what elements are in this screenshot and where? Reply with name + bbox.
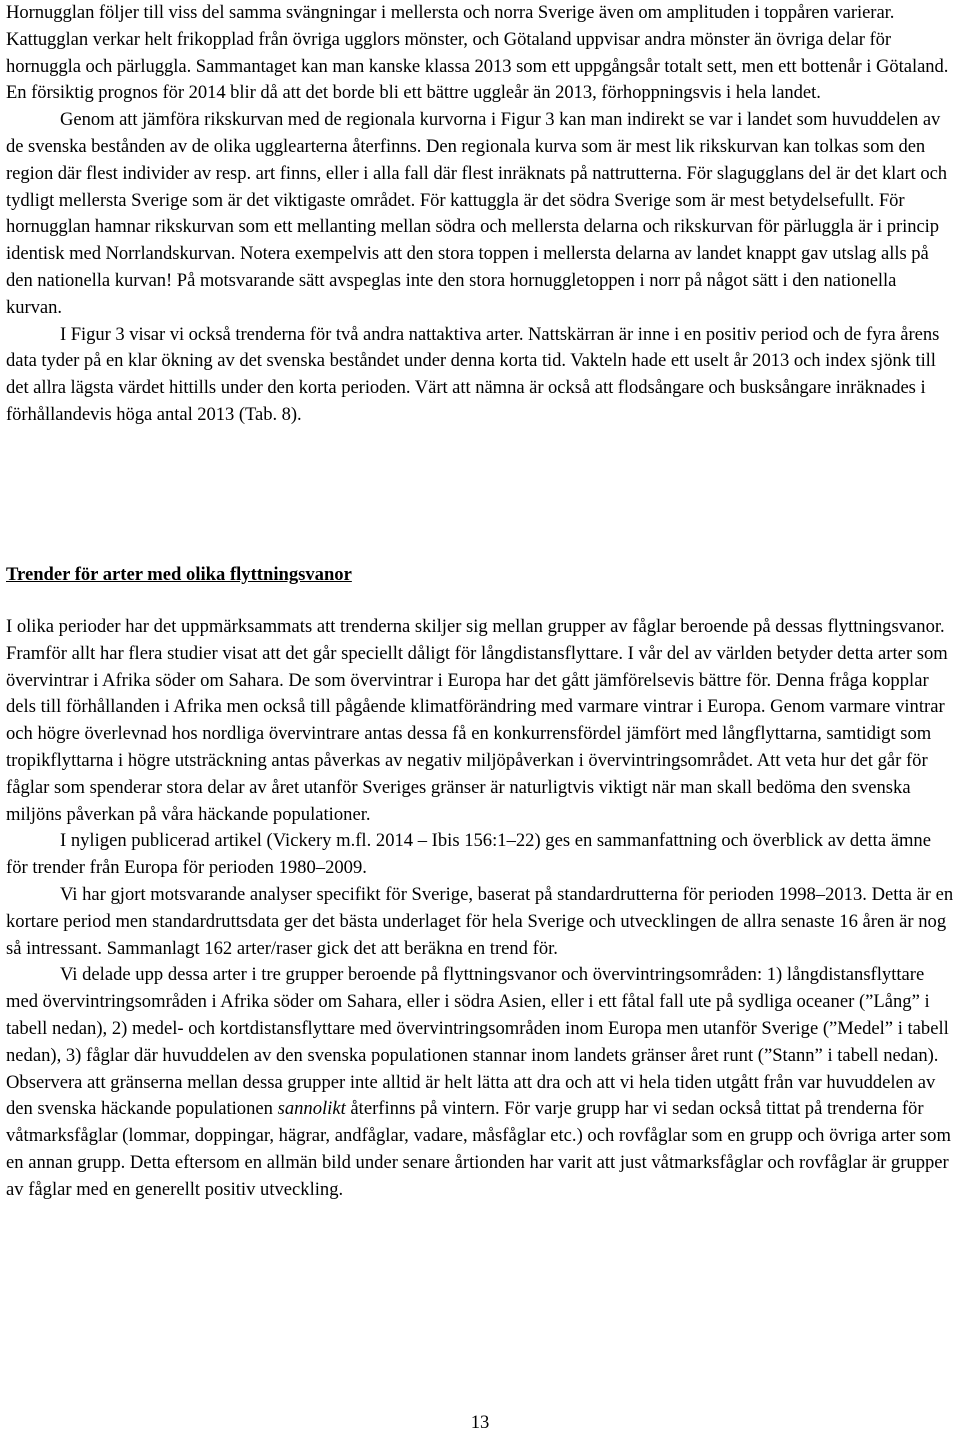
groups-text-part-1: Vi delade upp dessa arter i tre grupper beroende på flyttningsvanor och övervintringsområden: 1) långdistansflyttare med övervintringsområden i Afrika söder om Sahara, eller i södra Asien, eller i ett fåtal fall ute på sydliga oceaner (”Lång” i tabell nedan), 2) medel- och kortdistansflyttare med övervintringsområden inom Europa men utanför Sverige (”Medel” i tabell nedan), 3) fåglar där huvuddelen av den svenska populationen stannar inom landets gränser året runt (”Stann” i tabell nedan). Observera att gränserna mellan dessa grupper inte alltid är helt lätta att dra och att vi hela tiden utgått från var huvuddelen av den svenska häckande populationen <box>6 964 949 1120</box>
paragraph-vickery-reference: I nyligen publicerad artikel (Vickery m.fl. 2014 – Ibis 156:1–22) ges en sammanfattning och överblick av detta ämne för trender från Europa för perioden 1980–2009. <box>6 830 931 879</box>
groups-text-part-2: återfinns på vintern. För varje grupp har vi sedan också tittat på trenderna för våtmarksfåglar (lommar, doppingar, hägrar, andfåglar, vadare, måsfåglar etc.) och rovfåglar som en grupp och övriga arter som en annan grupp. Detta eftersom en allmän bild under senare årtionden har varit att just våtmarksfåglar och rovfåglar är grupper av fåglar med en generellt positiv utveckling. <box>6 1098 951 1200</box>
paragraph-national-curve: Genom att jämföra rikskurvan med de regionala kurvorna i Figur 3 kan man indirekt se var i landet som huvuddelen av de svenska bestånden av de olika ugglearterna återfinns. Den regionala kurva som är mest lik rikskurvan kan tolkas som den region där flest individer av resp. art finns, eller i alla fall där flest inräknats på nattrutterna. För slagugglans del är det klart och tydligt mellersta Sverige som är det viktigaste området. För kattuggla är det södra Sverige som är mest betydelsefullt. För hornugglan hamnar rikskurvan som ett mellanting mellan södra och mellersta delarna och rikskurvan för pärluggla är i princip identisk med Norrlandskurvan. Notera exempelvis att den stora toppen i mellersta delarna av landet knappt gav utslag alls på den nationella kurvan! På motsvarande sätt avspeglas inte den stora hornuggletoppen i norr på något sätt i den nationella kurvan. <box>6 109 948 318</box>
top-text-block <box>6 0 956 429</box>
paragraph-nocturnal-species: I Figur 3 visar vi också trenderna för två andra nattaktiva arter. Nattskärran är inne i en positiv period och de fyra årens data tyder på en klar ökning av det svenska beståndet under denna korta tid. Vakteln hade ett uselt år 2013 och index sjönk till det allra lägsta värdet hittills under den korta perioden. Värt att nämna är också att flodsångare och busksångare inräknades i förhållandevis höga antal 2013 (Tab. 8). <box>6 323 940 425</box>
paragraph-migration-intro: I olika perioder har det uppmärksammats att trenderna skiljer sig mellan grupper av fåglar beroende på dessas flyttningsvanor. Framför allt har flera studier visat att det går speciellt dåligt för långdistansflyttare. I vår del av världen betyder detta arter som övervintrar i Afrika söder om Sahara. De som övervintrar i Europa har det gått jämförelsevis bättre för. Denna fråga kopplar dels till förhållanden i Afrika men också till pågående klimatförändring med varmare vintrar i Europa. Genom varmare vintrar och högre överlevnad hos nordliga övervintrare antas dessa få en konkurrensfördel jämfört med långflyttarna, samtidigt som tropikflyttarna i högre utsträckning antas påverkas av negativ miljöpåverkan i övervintringsområdet. Att veta hur det går för fåglar som spenderar stora delar av året utanför Sveriges gränser är naturligtvis viktigt när man skall bedöma den svenska miljöns påverkan på våra häckande populationer. <box>6 616 948 825</box>
groups-text-italic: sannolikt <box>277 1098 346 1120</box>
page-number: 13 <box>470 1412 490 1433</box>
paragraph-swedish-analysis: Vi har gjort motsvarande analyser specifikt för Sverige, baserat på standardrutterna för perioden 1998–2013. Detta är en kortare period men standardruttsdata ger det bästa underlaget för hela Sverige och utvecklingen de allra senaste 16 åren är nog så intressant. Sammanlagt 162 arter/raser gick det att beräkna en trend för. <box>6 883 954 959</box>
bottom-text-block <box>6 614 956 1204</box>
section-heading: Trender för arter med olika flyttningsvanor <box>6 564 352 585</box>
paragraph-migration-groups <box>6 962 956 1203</box>
paragraph-owl-cycles: Hornugglan följer till viss del samma svängningar i mellersta och norra Sverige även om amplituden i toppåren varierar. Kattugglan verkar helt frikopplad från övriga ugglors mönster, och Götaland uppvisar andra mönster än övriga delar för hornuggla och pärluggla. Sammantaget kan man kanske klassa 2013 som ett uppgångsår totalt sett, men ett bottenår i Götaland. En försiktig prognos för 2014 blir då att det borde bli ett bättre uggleår än 2013, förhoppningsvis i hela landet. <box>6 2 949 104</box>
